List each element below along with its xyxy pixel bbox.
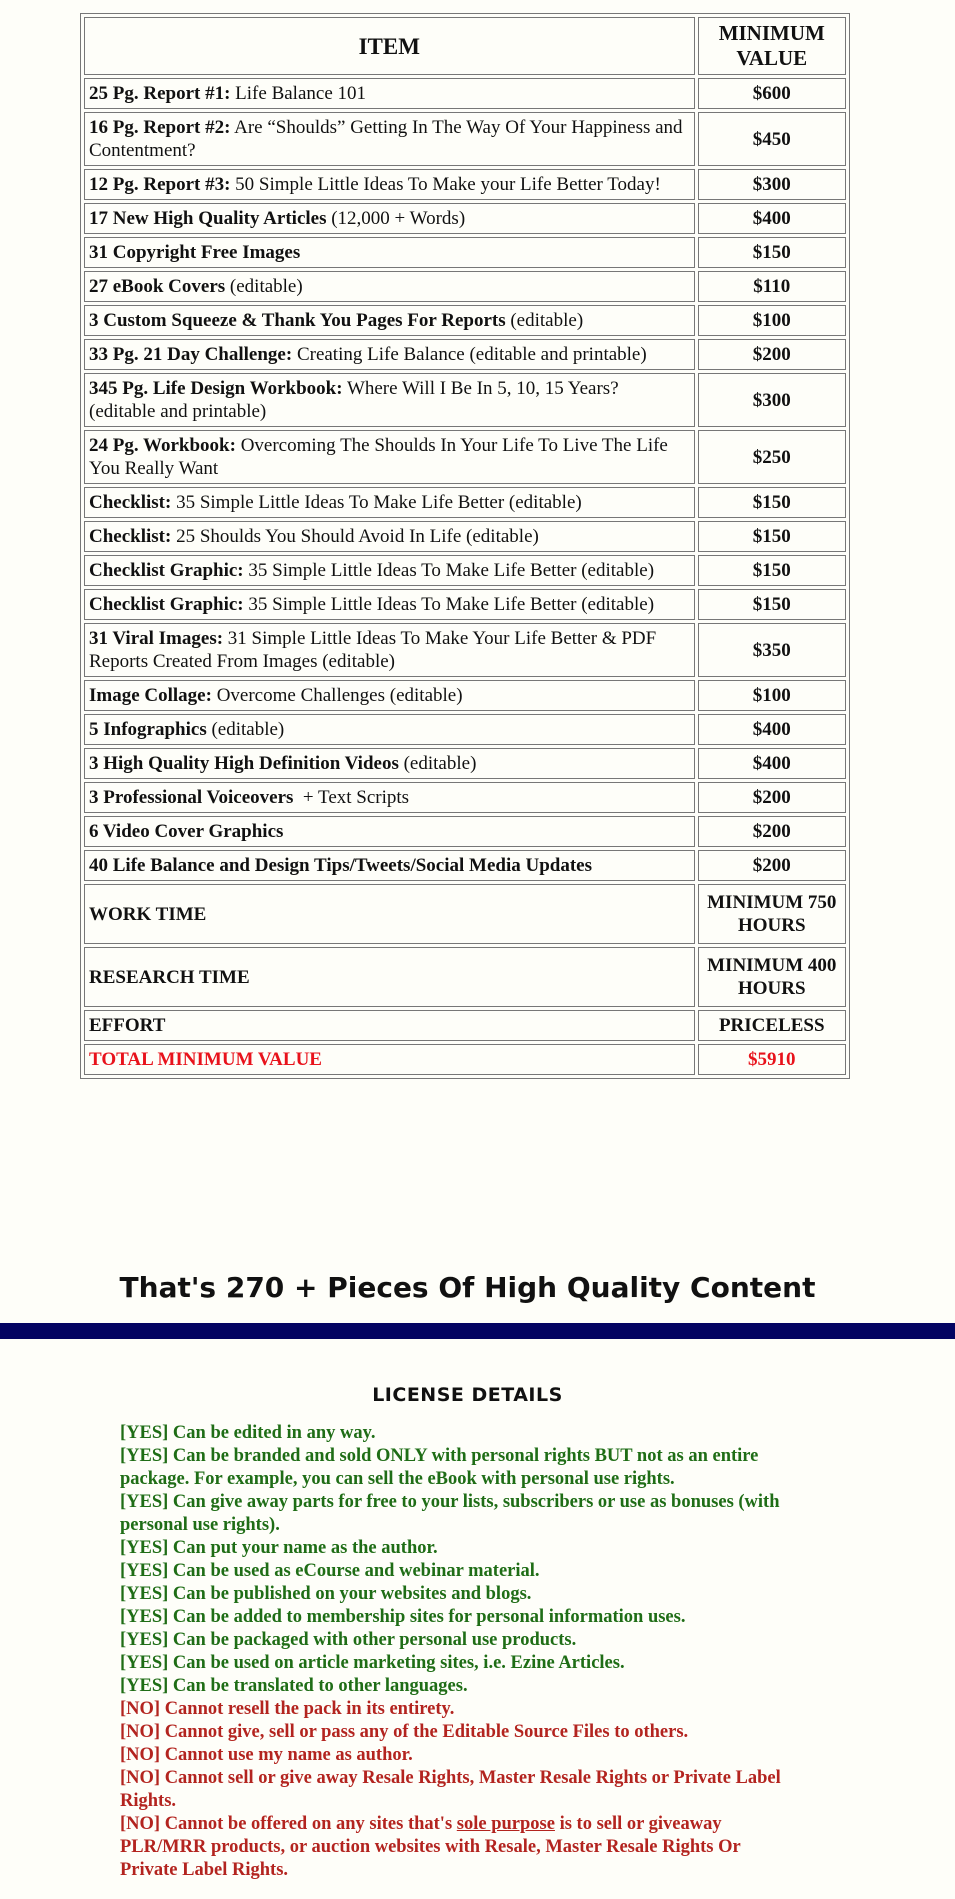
item-description: Creating Life Balance (editable and printable)	[292, 344, 647, 365]
item-value: $100	[698, 305, 846, 336]
effort-row	[84, 1010, 846, 1041]
item-title: 31 Copyright Free Images	[89, 242, 301, 263]
table-row	[84, 748, 846, 779]
item-title: 17 New High Quality Articles	[89, 208, 327, 229]
item-value: $100	[698, 680, 846, 711]
license-list	[120, 1422, 800, 1882]
license-item-no: [NO] Cannot use my name as author.	[120, 1745, 413, 1765]
table-row	[84, 555, 846, 586]
item-title: 12 Pg. Report #3:	[89, 174, 231, 195]
item-value: $150	[698, 521, 846, 552]
research-time-label: RESEARCH TIME	[84, 947, 695, 1007]
item-value: $400	[698, 748, 846, 779]
license-item-yes: [YES] Can put your name as the author.	[120, 1538, 438, 1558]
item-cell	[84, 237, 695, 268]
item-cell	[84, 305, 695, 336]
item-description: + Text Scripts	[293, 787, 410, 808]
work-time-label: WORK TIME	[84, 884, 695, 944]
item-title: Image Collage:	[89, 685, 212, 706]
table-row	[84, 203, 846, 234]
item-value: $350	[698, 623, 846, 677]
item-title: 27 eBook Covers	[89, 276, 226, 297]
table-row	[84, 430, 846, 484]
item-title: 31 Viral Images:	[89, 628, 224, 649]
research-time-row	[84, 947, 846, 1007]
license-item-no: [NO] Cannot sell or give away Resale Rights, Master Resale Rights or Private Label Rights.	[120, 1768, 781, 1811]
license-item-sole-purpose	[120, 1813, 800, 1882]
item-value: $400	[698, 203, 846, 234]
table-row	[84, 680, 846, 711]
total-label: TOTAL MINIMUM VALUE	[84, 1044, 695, 1075]
table-row	[84, 521, 846, 552]
license-item-yes: [YES] Can be added to membership sites for personal information uses.	[120, 1607, 686, 1627]
item-description: 35 Simple Little Ideas To Make Life Better (editable)	[171, 492, 582, 513]
table-row	[84, 850, 846, 881]
item-value: $150	[698, 237, 846, 268]
item-description: (editable)	[505, 310, 584, 331]
item-value: $200	[698, 816, 846, 847]
item-cell	[84, 169, 695, 200]
item-cell	[84, 714, 695, 745]
table-row	[84, 373, 846, 427]
item-value: $200	[698, 850, 846, 881]
item-cell	[84, 373, 695, 427]
item-title: 3 Custom Squeeze & Thank You Pages For Reports	[89, 310, 506, 331]
table-row	[84, 169, 846, 200]
item-value: $300	[698, 169, 846, 200]
item-description: (editable)	[225, 276, 303, 297]
item-cell	[84, 680, 695, 711]
license-item-yes: [YES] Can be used on article marketing sites, i.e. Ezine Articles.	[120, 1653, 625, 1673]
item-cell	[84, 203, 695, 234]
item-value: $110	[698, 271, 846, 302]
license-item-yes: [YES] Can be translated to other languages.	[120, 1676, 468, 1696]
item-title: 33 Pg. 21 Day Challenge:	[89, 344, 293, 365]
item-cell	[84, 487, 695, 518]
work-time-value: MINIMUM 750 HOURS	[698, 884, 846, 944]
item-cell	[84, 782, 695, 813]
item-title: 16 Pg. Report #2:	[89, 117, 231, 138]
item-description: 25 Shoulds You Should Avoid In Life (editable)	[171, 526, 539, 547]
item-description: (12,000 + Words)	[326, 208, 466, 229]
item-title: 5 Infographics	[89, 719, 207, 740]
license-item-no: [NO] Cannot give, sell or pass any of the Editable Source Files to others.	[120, 1722, 689, 1742]
total-row	[84, 1044, 846, 1075]
item-cell	[84, 112, 695, 166]
item-cell	[84, 271, 695, 302]
item-description: 50 Simple Little Ideas To Make your Life Better Today!	[230, 174, 661, 195]
item-cell	[84, 339, 695, 370]
item-title: 3 Professional Voiceovers	[89, 787, 294, 808]
table-row	[84, 816, 846, 847]
item-description: (editable)	[206, 719, 285, 740]
item-value: $150	[698, 487, 846, 518]
table-row	[84, 112, 846, 166]
effort-value: PRICELESS	[698, 1010, 846, 1041]
license-title: LICENSE DETAILS	[372, 1384, 563, 1406]
item-value: $400	[698, 714, 846, 745]
content-count-headline: That's 270 + Pieces Of High Quality Content	[119, 1271, 816, 1304]
table-row	[84, 271, 846, 302]
item-title: 25 Pg. Report #1:	[89, 83, 231, 104]
work-time-row	[84, 884, 846, 944]
item-cell	[84, 623, 695, 677]
item-title: Checklist:	[89, 492, 172, 513]
value-table	[80, 13, 850, 1079]
item-value: $450	[698, 112, 846, 166]
item-cell	[84, 816, 695, 847]
table-row	[84, 487, 846, 518]
table-row	[84, 782, 846, 813]
item-description: Overcome Challenges (editable)	[211, 685, 463, 706]
item-title: 6 Video Cover Graphics	[89, 821, 284, 842]
item-title: 3 High Quality High Definition Videos	[89, 753, 399, 774]
item-description: 31 Simple Little Ideas To Make Your Life Better & PDF Reports Created From Images (editable)	[89, 628, 661, 672]
item-value: $200	[698, 339, 846, 370]
license-text-before: [NO] Cannot be offered on any sites that's	[120, 1814, 457, 1834]
table-body	[84, 78, 846, 1075]
item-value: $300	[698, 373, 846, 427]
effort-label: EFFORT	[84, 1010, 695, 1041]
item-cell	[84, 430, 695, 484]
license-item-yes: [YES] Can be packaged with other personal use products.	[120, 1630, 577, 1650]
table-row	[84, 305, 846, 336]
item-description: (editable)	[398, 753, 477, 774]
license-item-no: [NO] Cannot resell the pack in its entirety.	[120, 1699, 455, 1719]
value-column-header: MINIMUM VALUE	[698, 17, 846, 75]
item-cell	[84, 555, 695, 586]
license-item-yes: [YES] Can be published on your websites and blogs.	[120, 1584, 532, 1604]
license-item-yes: [YES] Can be used as eCourse and webinar material.	[120, 1561, 540, 1581]
table-row	[84, 623, 846, 677]
item-cell	[84, 748, 695, 779]
item-value: $250	[698, 430, 846, 484]
item-description: Where Will I Be In 5, 10, 15 Years? (editable and printable)	[89, 378, 624, 422]
item-title: 345 Pg. Life Design Workbook:	[89, 378, 343, 399]
table-row	[84, 339, 846, 370]
item-description: Are “Shoulds” Getting In The Way Of Your Happiness and Contentment?	[89, 117, 688, 161]
item-cell	[84, 78, 695, 109]
item-description: 35 Simple Little Ideas To Make Life Better (editable)	[243, 560, 655, 581]
item-cell	[84, 589, 695, 620]
item-title: 40 Life Balance and Design Tips/Tweets/Social Media Updates	[89, 855, 593, 876]
table-row	[84, 78, 846, 109]
item-column-header: ITEM	[84, 17, 695, 75]
item-title: 24 Pg. Workbook:	[89, 435, 236, 456]
item-cell	[84, 850, 695, 881]
item-value: $600	[698, 78, 846, 109]
item-cell	[84, 521, 695, 552]
item-description: Life Balance 101	[230, 83, 367, 104]
item-title: Checklist Graphic:	[89, 560, 244, 581]
license-item-yes: [YES] Can be edited in any way.	[120, 1423, 376, 1443]
license-item-yes: [YES] Can be branded and sold ONLY with personal rights BUT not as an entire package. For example, you can sell the eBook with personal use rights.	[120, 1446, 759, 1489]
table-row	[84, 714, 846, 745]
item-value: $200	[698, 782, 846, 813]
item-value: $150	[698, 555, 846, 586]
item-description: 35 Simple Little Ideas To Make Life Better (editable)	[243, 594, 655, 615]
item-title: Checklist:	[89, 526, 172, 547]
item-value: $150	[698, 589, 846, 620]
sole-purpose-underlined: sole purpose	[456, 1814, 555, 1834]
research-time-value: MINIMUM 400 HOURS	[698, 947, 846, 1007]
table-row	[84, 589, 846, 620]
item-title: Checklist Graphic:	[89, 594, 244, 615]
item-description: Overcoming The Shoulds In Your Life To Live The Life You Really Want	[89, 435, 672, 479]
license-text-after: is to sell or giveaway PLR/MRR products, or auction websites with Resale, Master Resale Rights Or Private Label Rights.	[120, 1814, 741, 1880]
total-value: $5910	[698, 1044, 846, 1075]
table-row	[84, 237, 846, 268]
license-item-yes: [YES] Can give away parts for free to your lists, subscribers or use as bonuses (with personal use rights).	[120, 1492, 780, 1535]
section-divider	[0, 1323, 955, 1339]
